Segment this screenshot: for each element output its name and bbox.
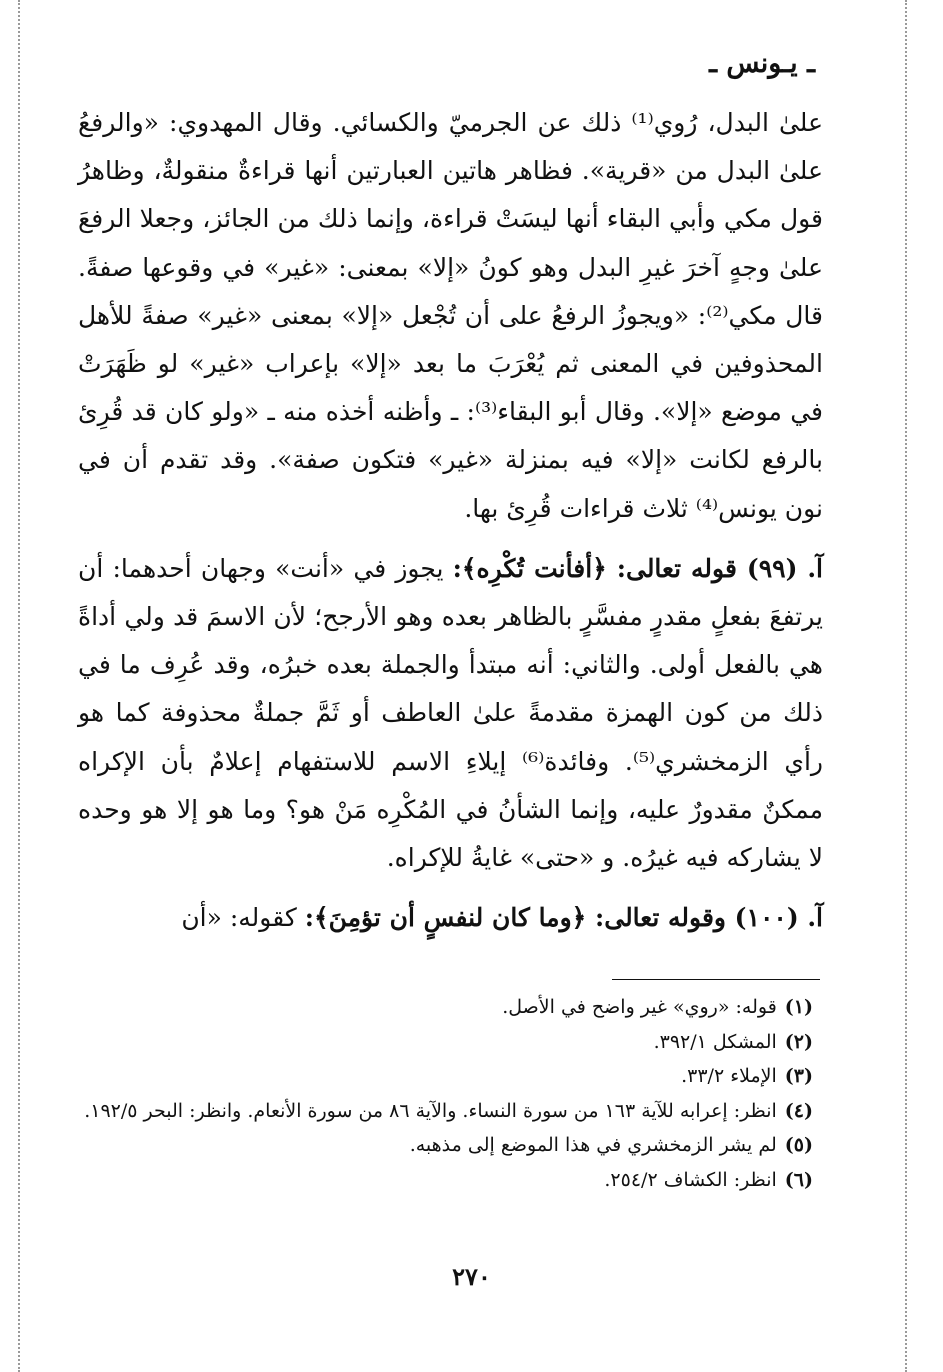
footnotes-list bbox=[78, 990, 813, 1197]
footnote-number: (٣) bbox=[784, 1065, 813, 1087]
paragraph-body: علىٰ البدل، رُوي⁽¹⁾ ذلك عن الجرميّ والكسائي. وقال المهدوي: «والرفعُ علىٰ البدل من «قرية». فظاهر هاتين العبارتين أنها قراءةٌ منقولةٌ، وظاهرُ قول مكي وأبي البقاء أنها ليسَتْ قراءة، وإنما ذلك من الجائز، وجعلا الرفعَ علىٰ وجهٍ آخرَ غيرِ البدل وهو كونُ «إلا» بمعنى: «غير» في وقوعها صفةً. قال مكي⁽²⁾: «ويجوزُ الرفعُ على أن تُجْعل «إلا» بمعنى «غير» صفةً للأهل المحذوفين في المعنى ثم يُعْرَبَ ما بعد «إلا» بإعراب «غير» لو ظَهَرَتْ في موضع «إلا». وقال أبو البقاء⁽³⁾: ـ وأظنه أخذه منه ـ «ولو كان قد قُرِئ بالرفع لكانت «إلا» فيه بمنزلة «غير» فتكون صفة». وقد تقدم أن في نون يونس⁽⁴⁾ ثلاث قراءات قُرِئ بها. bbox=[78, 108, 823, 523]
footnote bbox=[78, 1059, 813, 1094]
paragraph-body: كقوله: «أن bbox=[181, 903, 305, 933]
footnote-text: المشكل ٣٩٢/١. bbox=[653, 1030, 777, 1053]
verse-heading: آ. (٩٩) قوله تعالى: ﴿أفأنت تُكْرِه﴾: bbox=[452, 553, 823, 583]
footnote-number: (١) bbox=[784, 996, 813, 1018]
right-dotted-margin bbox=[905, 0, 907, 1372]
footnote-text: انظر: إعرابه للآية ١٦٣ من سورة النساء. والآية ٨٦ من سورة الأنعام. وانظر: البحر ١٩٢/٥. bbox=[84, 1099, 777, 1122]
verse-heading: آ. (١٠٠) وقوله تعالى: ﴿وما كان لنفسٍ أن تؤمِنَ﴾: bbox=[304, 903, 823, 933]
footnote-number: (٦) bbox=[784, 1168, 813, 1191]
footnote-number: (٤) bbox=[784, 1099, 813, 1122]
paragraph-body: يجوز في «أنت» وجهان أحدهما: أن يرتفعَ بفعلٍ مقدرٍ مفسَّرٍ بالظاهر بعده وهو الأرجح؛ لأن الاسمَ قد ولي أداةً هي بالفعل أولى. والثاني: أنه مبتدأ والجملة بعده خبرُه، وقد عُرِف ما في ذلك من كون الهمزة مقدمةً علىٰ العاطف أو ثَمَّ جملةٌ محذوفة كما هو رأي الزمخشري⁽⁵⁾. وفائدة⁽⁶⁾ إيلاءِ الاسم للاستفهام إعلامٌ بأن الإكراه ممكنٌ مقدورٌ عليه، وإنما الشأنُ في المُكْرِه مَنْ هو؟ وما هو إلا هو وحده لا يشاركه فيه غيرُه. و «حتى» غايةُ للإكراه. bbox=[78, 553, 823, 873]
footnote-number: (٢) bbox=[784, 1030, 813, 1053]
footnote-number: (٥) bbox=[784, 1134, 813, 1156]
footnote bbox=[78, 1025, 813, 1060]
footnote-separator bbox=[612, 979, 820, 980]
book-page bbox=[78, 48, 823, 942]
left-dotted-margin bbox=[18, 0, 20, 1372]
footnote-text: انظر: الكشاف ٢٥٤/٢. bbox=[604, 1168, 777, 1191]
footnote-text: لم يشر الزمخشري في هذا الموضع إلى مذهبه. bbox=[409, 1134, 777, 1156]
running-head: ـ يـونس ـ bbox=[709, 48, 815, 79]
paragraph-continuation bbox=[78, 99, 823, 533]
paragraph-verse-100 bbox=[78, 894, 823, 942]
footnote bbox=[78, 990, 813, 1025]
footnote bbox=[78, 1128, 813, 1163]
footnote-text: الإملاء ٣٣/٢. bbox=[681, 1065, 777, 1087]
footnote bbox=[78, 1163, 813, 1198]
page-number: ٢٧٠ bbox=[452, 1262, 491, 1291]
footnote-text: قوله: «روي» غير واضح في الأصل. bbox=[502, 996, 777, 1018]
paragraph-verse-99 bbox=[78, 545, 823, 882]
footnote bbox=[78, 1094, 813, 1129]
